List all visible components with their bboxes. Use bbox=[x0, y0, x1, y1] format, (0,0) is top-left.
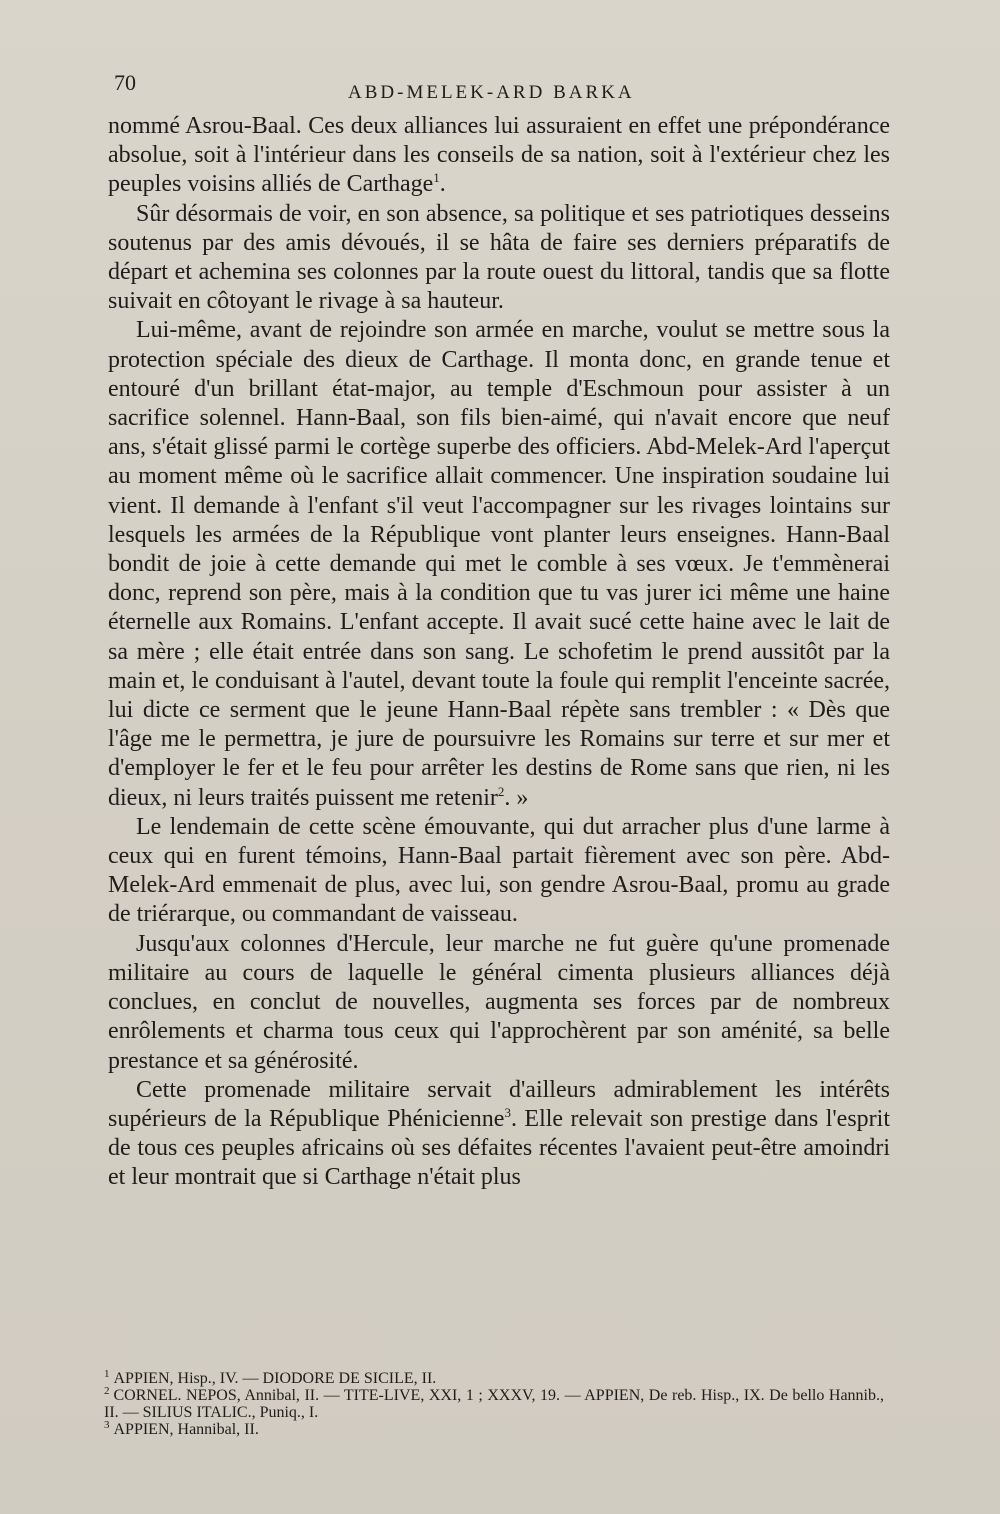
paragraph bbox=[108, 813, 890, 930]
paragraph-text: nommé Asrou-Baal. Ces deux alliances lui assuraient en effet une prépondérance absolue, soit à l'intérieur dans les conseils de sa nation, soit à l'extérieur chez les peuples voisins alliés de Carthage bbox=[108, 113, 890, 198]
footnote bbox=[104, 1367, 884, 1387]
footnote-text: APPIEN, Hisp., IV. — DIODORE DE SICILE, II. bbox=[113, 1370, 437, 1387]
paragraph-text: Sûr désormais de voir, en son absence, sa politique et ses patriotiques desseins soutenus par des amis dévoués, il se hâta de faire ses derniers préparatifs de départ et achemina ses colonnes par la route ouest du littoral, tandis que sa flotte suivait en côtoyant le rivage à sa hauteur. bbox=[108, 200, 890, 315]
footnote-ref: 2 bbox=[497, 783, 505, 799]
footnote bbox=[104, 1418, 884, 1438]
footnote-text: CORNEL. NEPOS, Annibal, II. — TITE-LIVE, XXI, 1 ; XXXV, 19. — APPIEN, De reb. Hisp., IX. De bello Hannib., II. — SILIUS ITALIC., Puniq., I. bbox=[104, 1387, 884, 1421]
body-text bbox=[108, 112, 890, 1193]
page-number: 70 bbox=[114, 70, 136, 95]
footnote-mark: 2 bbox=[104, 1384, 110, 1397]
paragraph-tail: . Elle relevait son prestige dans l'esprit de tous ces peuples africains où ses défaites récentes l'avaient peut-être amoindri et leur montrait que si Carthage n'était plus bbox=[108, 1105, 891, 1191]
paragraph bbox=[108, 1076, 890, 1193]
footnote-ref: 1 bbox=[433, 170, 440, 186]
footnote-mark: 1 bbox=[104, 1367, 110, 1380]
paragraph bbox=[108, 200, 890, 317]
paragraph-text: Le lendemain de cette scène émouvante, qui dut arracher plus d'une larme à ceux qui en furent témoins, Hann-Baal partait fièrement avec son père. Abd-Melek-Ard emmenait de plus, avec lui, son gendre Asrou-Baal, promu au grade de triérarque, ou commandant de vaisseau. bbox=[108, 813, 890, 928]
footnote-text: APPIEN, Hannibal, II. bbox=[113, 1421, 259, 1438]
footnotes bbox=[104, 1367, 884, 1438]
paragraph-text: Lui-même, avant de rejoindre son armée en marche, voulut se mettre sous la protection spéciale des dieux de Carthage. Il monta donc, en grande tenue et entouré d'un brillant état-major, au temple d'Eschmoun pour assister à un sacrifice solennel. Hann-Baal, son fils bien-aimé, qui n'avait encore que neuf ans, s'était glissé parmi le cortège superbe des officiers. Abd-Melek-Ard l'aperçut au moment même où le sacrifice allait commencer. Une inspiration soudaine lui vient. Il demande à l'enfant s'il veut l'accompagner sur les rivages lointains sur lesquels les armées de la République vont planter leurs enseignes. Hann-Baal bondit de joie à cette demande qui met le comble à ses vœux. Je t'emmènerai donc, reprend son père, mais à la condition que tu vas jurer ici même une haine éternelle aux Romains. L'enfant accepte. Il avait sucé cette haine avec le lait de sa mère ; elle était entrée dans son sang. Le schofetim le prend aussitôt par la main et, le conduisant à l'autel, devant toute la foule qui remplit l'enceinte sacrée, lui dicte ce serment que le jeune Hann-Baal répète sans trembler : « Dès que l'âge me le permettra, je jure de poursuivre les Romains sur terre et sur mer et d'employer le fer et le feu pour arrêter les destins de Rome sans que rien, ni les dieux, ni leurs traités puissent me retenir bbox=[108, 317, 890, 811]
paragraph bbox=[108, 930, 890, 1076]
footnote-mark: 3 bbox=[104, 1418, 110, 1431]
paragraph bbox=[108, 112, 890, 200]
paragraph-tail: . » bbox=[504, 784, 529, 811]
paragraph bbox=[108, 316, 890, 812]
footnote bbox=[104, 1384, 884, 1421]
paragraph-text: Jusqu'aux colonnes d'Hercule, leur marche ne fut guère qu'une promenade militaire au cours de laquelle le général cimenta plusieurs alliances déjà conclues, en conclut de nouvelles, augmenta ses forces par de nombreux enrôlements et charma tous ceux qui l'approchèrent par son aménité, sa belle prestance et sa générosité. bbox=[108, 930, 890, 1074]
paragraph-text: Cette promenade militaire servait d'ailleurs admirablement les intérêts supérieurs de la République Phénicienne bbox=[108, 1076, 890, 1132]
paragraph-tail: . bbox=[439, 171, 446, 198]
footnote-ref: 3 bbox=[504, 1104, 511, 1120]
running-head: ABD-MELEK-ARD BARKA bbox=[348, 82, 635, 103]
